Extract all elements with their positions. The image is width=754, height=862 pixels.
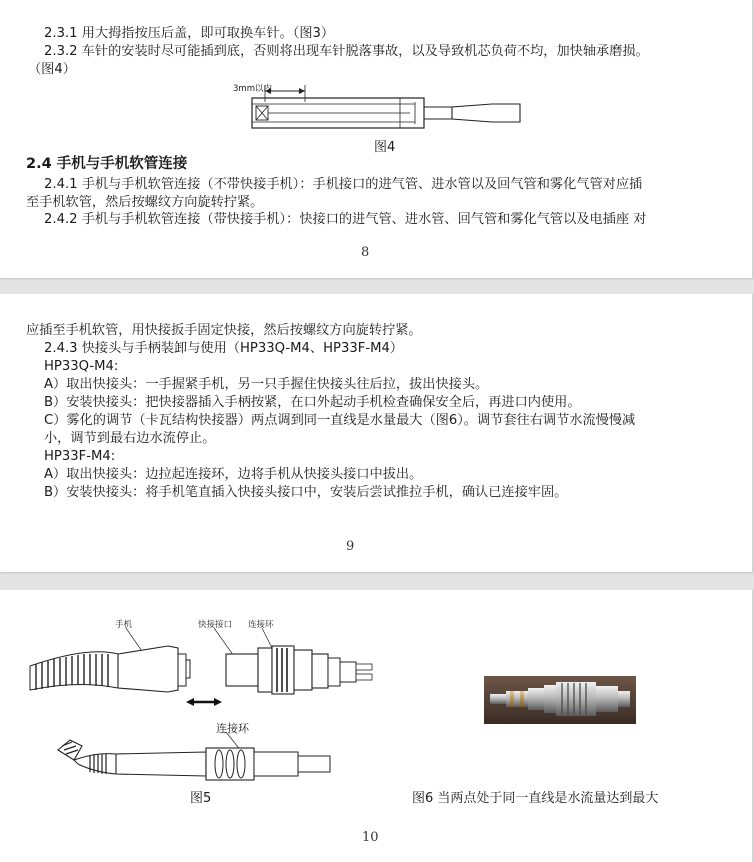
text-line: 应插至手机软管，用快接扳手固定快接，然后按螺纹方向旋转拧紧。 bbox=[26, 323, 422, 338]
fig5-caption: 图5 bbox=[190, 791, 212, 806]
section-heading: 2.4 手机与手机软管连接 bbox=[26, 156, 188, 172]
text-line: 至手机软管，然后按螺纹方向旋转拧紧。 bbox=[26, 195, 264, 210]
label-connect-ring: 连接环 bbox=[248, 620, 274, 630]
text-line: HP33Q-M4: bbox=[44, 359, 119, 374]
text-line: A）取出快接头：一手握紧手机，另一只手握住快接头往后拉，拔出快接头。 bbox=[44, 377, 489, 392]
label-quick-connector: 快接接口 bbox=[198, 620, 233, 630]
text-line: 2.4.3 快接头与手柄装卸与使用（HP33Q-M4、HP33F-M4） bbox=[44, 341, 404, 356]
text-line: 2.3.1 用大拇指按压后盖，即可取换车针。（图3） bbox=[44, 26, 335, 41]
page-number: 10 bbox=[362, 830, 379, 845]
text-line: 2.4.2 手机与手机软管连接（带快接手机）：快接口的进气管、进水管、回气管和雾化气管以及电插座 对 bbox=[44, 212, 647, 227]
fig6-caption: 图6 当两点处于同一直线是水流量达到最大 bbox=[412, 791, 659, 806]
page-9 bbox=[0, 294, 753, 572]
text-line: HP33F-M4: bbox=[44, 449, 116, 464]
label-connect-ring: 连接环 bbox=[216, 722, 249, 735]
text-line: B）安装快接头：把快接器插入手柄按紧，在口外起动手机检查确保安全后，再进口内使用。 bbox=[44, 395, 581, 410]
text-line: 小，调节到最右边水流停止。 bbox=[44, 431, 216, 446]
figure-4-bur-drawing bbox=[230, 80, 530, 140]
text-line: 2.3.2 车针的安装时尽可能插到底，否则将出现车针脱落事故，以及导致机芯负荷不均，加快轴承磨损。 bbox=[44, 44, 649, 59]
page-8 bbox=[0, 0, 753, 278]
figure-5-bottom-drawing bbox=[56, 730, 336, 788]
page-10 bbox=[0, 590, 753, 862]
text-line: C）雾化的调节（卡瓦结构快接器）两点调到同一直线是水量最大（图6）。调节套往右调节水流慢慢减 bbox=[44, 413, 636, 428]
label-handpiece: 手机 bbox=[115, 620, 133, 630]
page-number: 9 bbox=[346, 539, 355, 554]
text-line: 2.4.1 手机与手机软管连接（不带快接手机）：手机接口的进气管、进水管以及回气管和雾化气管对应插 bbox=[44, 177, 643, 192]
fig4-dimension-label: 3mm以内 bbox=[233, 84, 272, 94]
figure-6-coupling-photo bbox=[484, 676, 636, 724]
figure-5-top-drawing bbox=[28, 626, 388, 716]
page-number: 8 bbox=[361, 245, 370, 260]
text-line: A）取出快接头：边拉起连接环，边将手机从快接头接口中拔出。 bbox=[44, 467, 423, 482]
text-line: （图4） bbox=[28, 62, 76, 77]
fig4-caption: 图4 bbox=[374, 140, 396, 155]
text-line: B）安装快接头：将手机笔直插入快接头接口中，安装后尝试推拉手机，确认已连接牢固。 bbox=[44, 485, 568, 500]
